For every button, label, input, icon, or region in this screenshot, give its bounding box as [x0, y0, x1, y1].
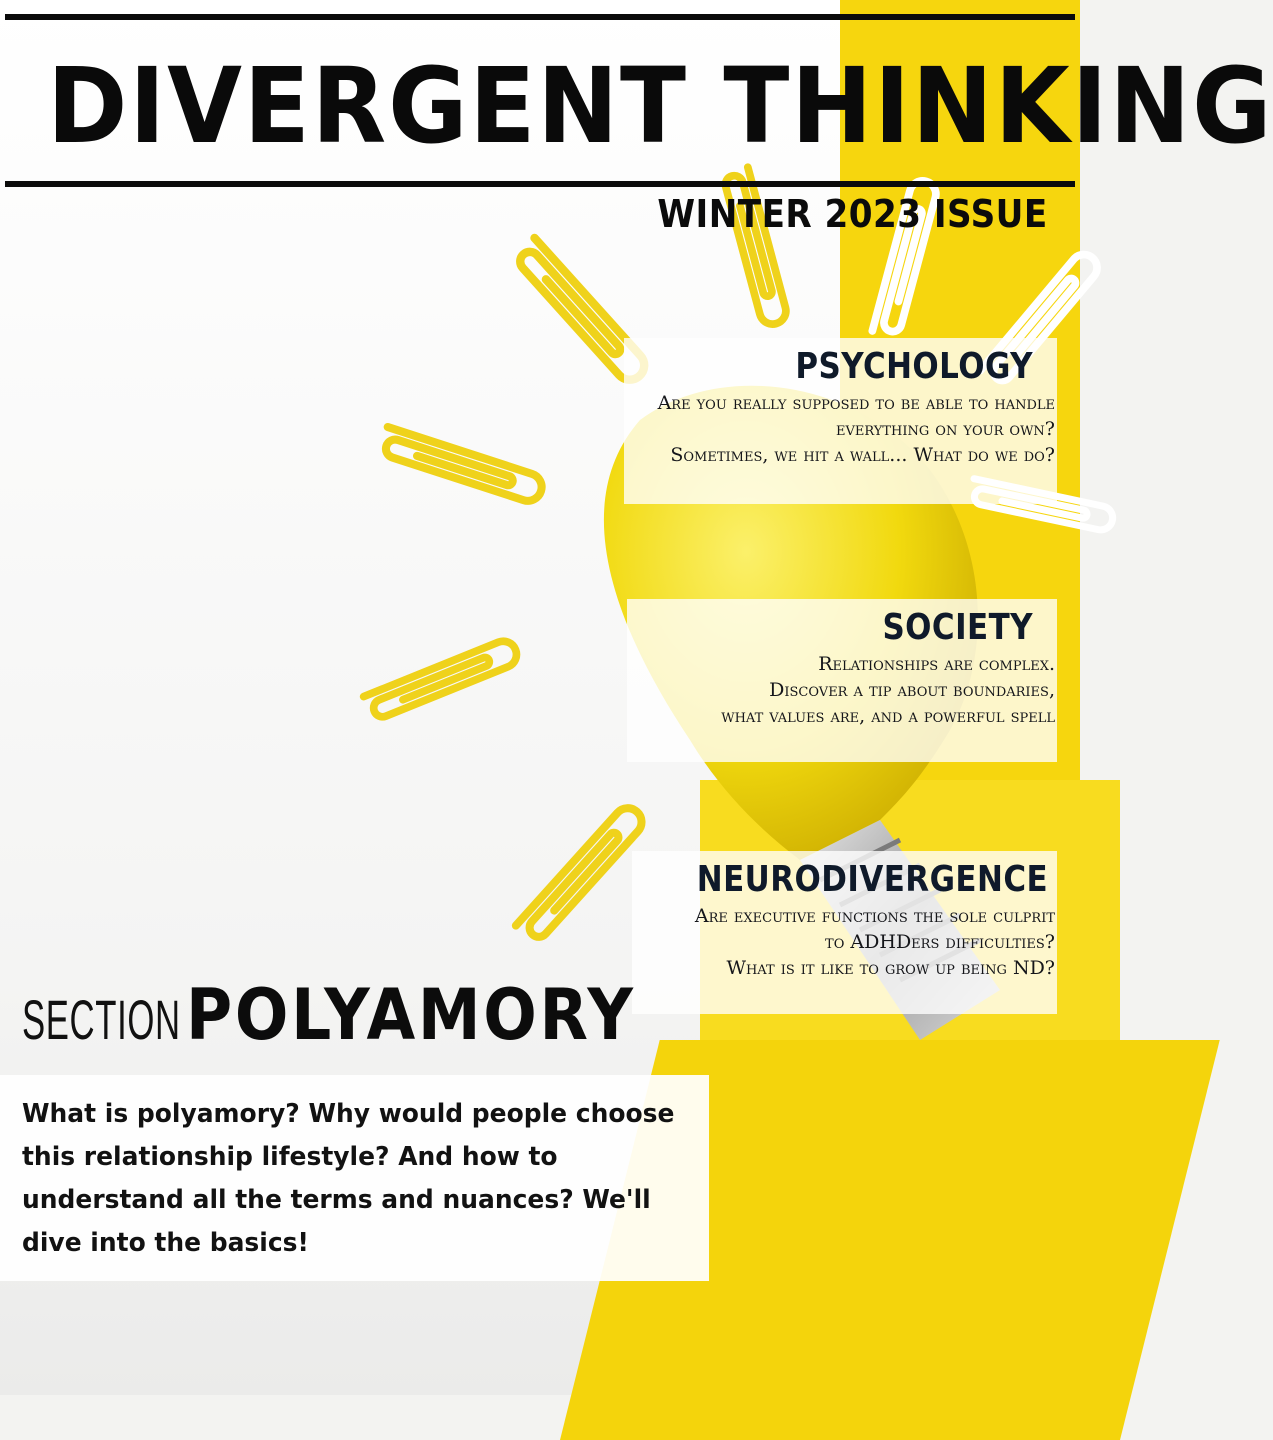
teaser-psychology: [624, 338, 1057, 504]
teaser-title: SOCIETY: [882, 607, 1033, 648]
teaser-society: [627, 599, 1057, 762]
teaser-title: NEURODIVERGENCE: [696, 859, 1049, 900]
feature-blurb: What is polyamory? Why would people choose this relationship lifestyle? And how to understand all the terms and nuances? We'll dive into the basics!: [22, 1099, 675, 1258]
section-label: SECTION: [22, 988, 181, 1051]
teaser-line: Sometimes, we hit a wall... What do we do?: [670, 444, 1055, 466]
teaser-line: Relationships are complex.: [818, 653, 1055, 675]
teaser-neurodivergence: [632, 851, 1057, 1014]
magazine-title: DIVERGENT THINKING: [47, 45, 1273, 167]
teaser-line: what values are, and a powerful spell: [721, 705, 1055, 727]
teaser-line: Discover a tip about boundaries,: [769, 679, 1055, 701]
teaser-line: Are executive functions the sole culprit: [694, 905, 1055, 927]
teaser-line: What is it like to grow up being ND?: [726, 957, 1055, 979]
teaser-line: everything on your own?: [836, 418, 1055, 440]
masthead-bottom-rule: [5, 181, 1075, 187]
feature-section-heading: [22, 975, 686, 1055]
teaser-line: to ADHDers difficulties?: [825, 931, 1055, 953]
section-name: POLYAMORY: [186, 974, 636, 1056]
masthead-top-rule: [5, 14, 1075, 20]
teaser-line: Are you really supposed to be able to handle: [657, 392, 1055, 414]
feature-blurb-box: [0, 1075, 709, 1281]
teaser-title: PSYCHOLOGY: [795, 346, 1033, 387]
issue-label: WINTER 2023 ISSUE: [657, 192, 1048, 236]
